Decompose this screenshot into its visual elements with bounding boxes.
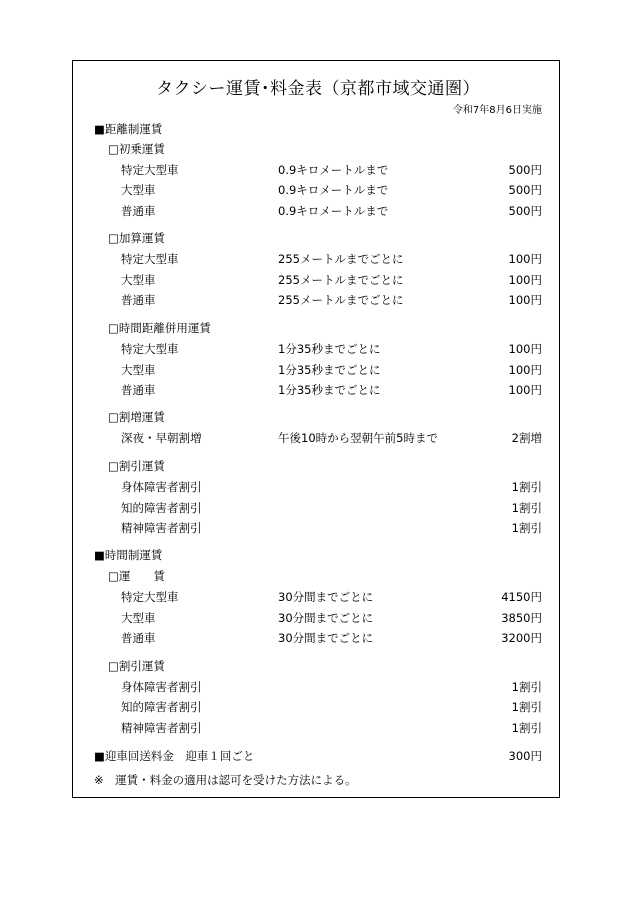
fare-row <box>0 182 636 198</box>
discount-type: 身体障害者割引 <box>121 480 202 494</box>
fare-condition: 1分35秒までごとに <box>278 383 381 397</box>
fare-row <box>0 430 636 446</box>
fare-row <box>0 679 636 695</box>
fare-price: 3200円 <box>501 631 542 645</box>
fare-row <box>0 589 636 605</box>
vehicle-type: 特定大型車 <box>121 342 179 356</box>
fare-price: 3850円 <box>501 611 542 625</box>
fare-price: 100円 <box>508 252 542 266</box>
fare-row <box>0 341 636 357</box>
fare-price: 300円 <box>508 749 542 763</box>
fare-row <box>0 720 636 736</box>
fare-row <box>0 362 636 378</box>
fare-condition: 午後10時から翌朝午前5時まで <box>278 431 438 445</box>
fare-row <box>0 630 636 646</box>
vehicle-type: 特定大型車 <box>121 252 179 266</box>
fare-price: 4150円 <box>501 590 542 604</box>
fare-price: 1割引 <box>511 521 542 535</box>
fare-condition: 255メートルまでごとに <box>278 252 404 266</box>
pickup-fee-row <box>0 748 636 764</box>
fare-condition: 0.9キロメートルまで <box>278 183 389 197</box>
fare-price: 500円 <box>508 183 542 197</box>
fare-price: 100円 <box>508 342 542 356</box>
fare-price: 1割引 <box>511 680 542 694</box>
vehicle-type: 普通車 <box>121 383 156 397</box>
vehicle-type: 特定大型車 <box>121 163 179 177</box>
fare-price: 1割引 <box>511 700 542 714</box>
fare-condition: 0.9キロメートルまで <box>278 163 389 177</box>
fare-condition: 30分間までごとに <box>278 611 374 625</box>
fare-condition: 255メートルまでごとに <box>278 273 404 287</box>
vehicle-type: 大型車 <box>121 273 156 287</box>
subsection-heading-additional: □加算運賃 <box>108 231 165 245</box>
fare-row <box>0 699 636 715</box>
fare-condition: 1分35秒までごとに <box>278 342 381 356</box>
footnote: ※ 運賃・料金の適用は認可を受けた方法による。 <box>94 773 357 787</box>
fare-price: 1割引 <box>511 480 542 494</box>
fare-price: 100円 <box>508 363 542 377</box>
fare-row <box>0 251 636 267</box>
fare-row <box>0 500 636 516</box>
subsection-heading-fare: □運 賃 <box>108 569 165 583</box>
fare-row <box>0 520 636 536</box>
fare-price: 100円 <box>508 273 542 287</box>
fare-price: 100円 <box>508 293 542 307</box>
vehicle-type: 普通車 <box>121 293 156 307</box>
fare-row <box>0 479 636 495</box>
subsection-heading-time-discount: □割引運賃 <box>108 659 165 673</box>
fare-row <box>0 610 636 626</box>
discount-type: 精神障害者割引 <box>121 721 202 735</box>
fare-condition: 1分35秒までごとに <box>278 363 381 377</box>
subsection-heading-initial: □初乗運賃 <box>108 142 165 156</box>
section-heading-pickup: ■迎車回送料金 迎車１回ごと <box>94 749 255 763</box>
fare-price: 1割引 <box>511 721 542 735</box>
fare-price: 1割引 <box>511 501 542 515</box>
fare-price: 2割増 <box>511 431 542 445</box>
section-heading-time: ■時間制運賃 <box>94 548 163 562</box>
discount-type: 精神障害者割引 <box>121 521 202 535</box>
effective-date: 令和7年8月6日実施 <box>452 105 542 116</box>
fare-row <box>0 382 636 398</box>
subsection-heading-surcharge: □割増運賃 <box>108 410 165 424</box>
fare-condition: 30分間までごとに <box>278 631 374 645</box>
fare-row <box>0 162 636 178</box>
vehicle-type: 普通車 <box>121 631 156 645</box>
fare-condition: 30分間までごとに <box>278 590 374 604</box>
section-heading-distance: ■距離制運賃 <box>94 122 163 136</box>
fare-row <box>0 203 636 219</box>
fare-price: 500円 <box>508 204 542 218</box>
subsection-heading-time-distance: □時間距離併用運賃 <box>108 321 211 335</box>
discount-type: 身体障害者割引 <box>121 680 202 694</box>
fare-row <box>0 272 636 288</box>
fare-price: 100円 <box>508 383 542 397</box>
fare-condition: 0.9キロメートルまで <box>278 204 389 218</box>
vehicle-type: 大型車 <box>121 611 156 625</box>
vehicle-type: 普通車 <box>121 204 156 218</box>
vehicle-type: 大型車 <box>121 363 156 377</box>
fare-row <box>0 292 636 308</box>
vehicle-type: 特定大型車 <box>121 590 179 604</box>
discount-type: 知的障害者割引 <box>121 501 202 515</box>
fare-condition: 255メートルまでごとに <box>278 293 404 307</box>
page-title: タクシー運賃･料金表（京都市域交通圏） <box>156 79 480 99</box>
subsection-heading-discount: □割引運賃 <box>108 459 165 473</box>
discount-type: 知的障害者割引 <box>121 700 202 714</box>
surcharge-type: 深夜・早朝割増 <box>121 431 202 445</box>
vehicle-type: 大型車 <box>121 183 156 197</box>
fare-price: 500円 <box>508 163 542 177</box>
